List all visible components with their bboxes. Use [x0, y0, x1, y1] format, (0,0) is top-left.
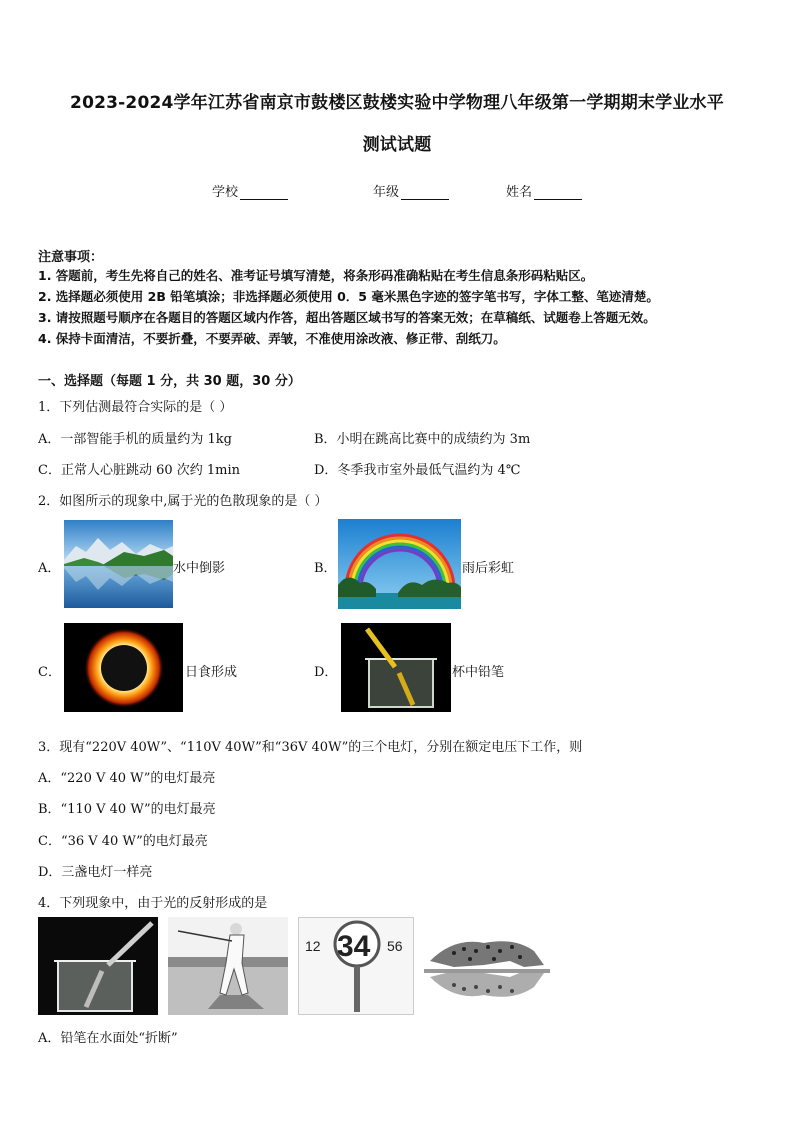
notice-item-3: 3. 请按照题号顺序在各题目的答题区域内作答，超出答题区域书写的答案无效；在草稿纸、试题卷上答题无效。 [38, 310, 656, 325]
q2-option-c-caption: 日食形成 [185, 665, 238, 680]
q2-option-c-letter: C． [38, 665, 61, 680]
q2-option-d-caption: 杯中铅笔 [452, 665, 505, 680]
svg-text:34: 34 [337, 930, 371, 963]
q2-option-b-caption: 雨后彩虹 [462, 561, 515, 576]
school-label: 学校 [212, 185, 239, 200]
q1-option-c: C．正常人心脏跳动 60 次约 1min [38, 463, 241, 478]
q4-stem: 4．下列现象中，由于光的反射形成的是 [38, 896, 268, 911]
rainbow-image [338, 519, 461, 609]
grade-blank [401, 187, 449, 200]
q2-option-d-letter: D． [314, 665, 338, 680]
q3-option-c: C．“36 V 40 W”的电灯最亮 [38, 834, 208, 849]
magnifier-numbers-image [298, 917, 414, 1015]
svg-text:12: 12 [305, 938, 321, 954]
name-blank [534, 187, 582, 200]
notice-item-1: 1. 答题前，考生先将自己的姓名、准考证号填写清楚，将条形码准确粘贴在考生信息条形码粘贴区。 [38, 268, 594, 283]
svg-text:56: 56 [387, 938, 403, 954]
solar-eclipse-image [64, 623, 183, 712]
q3-stem: 3．现有“220V 40W”、“110V 40W”和“36V 40W”的三个电灯，分别在额定电压下工作，则 [38, 740, 583, 755]
q4-option-a: A．铅笔在水面处“折断” [38, 1031, 178, 1046]
lake-reflection-image [64, 520, 173, 608]
q1-option-d: D．冬季我市室外最低气温约为 4℃ [314, 463, 521, 478]
pencil-bent-in-water-image [38, 917, 158, 1015]
school-blank [240, 187, 288, 200]
q2-option-a-letter: A． [38, 561, 61, 576]
name-label: 姓名 [506, 185, 533, 200]
q1-stem: 1．下列估测最符合实际的是（ ） [38, 400, 233, 415]
golfer-shadow-image [168, 917, 288, 1015]
q2-option-a-caption: 水中倒影 [173, 561, 226, 576]
notice-item-2: 2. 选择题必须使用 2B 铅笔填涂；非选择题必须使用 0．5 毫米黑色字迹的签字笔书写，字体工整、笔迹清楚。 [38, 289, 659, 304]
q1-option-b: B．小明在跳高比赛中的成绩约为 3m [314, 432, 531, 447]
exam-title-line2: 测试试题 [362, 135, 432, 155]
section-heading: 一、选择题（每题 1 分，共 30 题，30 分） [38, 374, 301, 389]
q3-option-b: B．“110 V 40 W”的电灯最亮 [38, 802, 216, 817]
q1-option-a: A．一部智能手机的质量约为 1kg [38, 432, 232, 447]
q2-stem: 2．如图所示的现象中,属于光的色散现象的是（ ） [38, 494, 328, 509]
q3-option-a: A．“220 V 40 W”的电灯最亮 [38, 771, 216, 786]
q2-option-b-letter: B． [314, 561, 337, 576]
school-field [212, 181, 288, 200]
q3-option-d: D．三盏电灯一样亮 [38, 865, 153, 880]
name-field [506, 181, 582, 200]
notice-item-4: 4. 保持卡面清洁，不要折叠，不要弄破、弄皱，不准使用涂改液、修正带、刮纸刀。 [38, 331, 506, 346]
exam-title-line1: 2023-2024学年江苏省南京市鼓楼区鼓楼实验中学物理八年级第一学期期末学业水平 [70, 93, 724, 113]
grade-field [373, 181, 449, 200]
pencil-in-glass-image [341, 623, 451, 712]
notice-heading: 注意事项： [38, 250, 104, 265]
leopard-reflection-image [424, 917, 550, 1015]
grade-label: 年级 [373, 185, 400, 200]
